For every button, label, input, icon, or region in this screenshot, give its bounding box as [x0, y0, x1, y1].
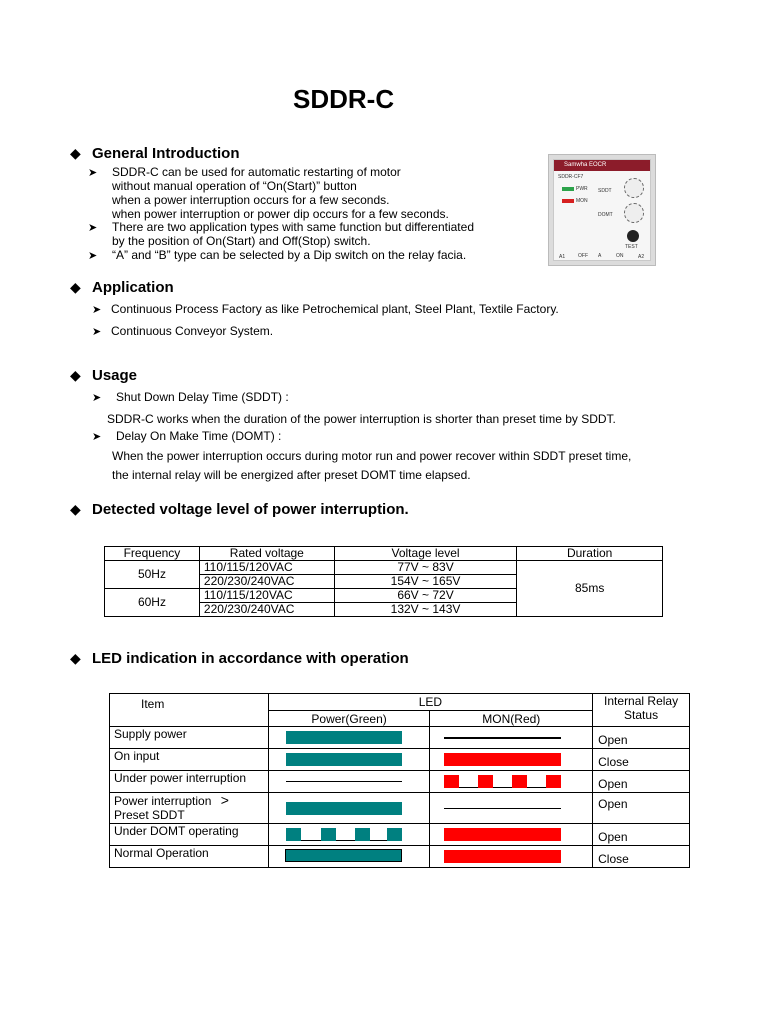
- pwr-led-icon: [562, 187, 574, 191]
- mon-led-icon: [562, 199, 574, 203]
- relay-status: Open: [593, 824, 690, 846]
- table-row: [105, 547, 663, 561]
- intro-line-2: without manual operation of “On(Start)” button: [112, 179, 357, 193]
- table-cell-frequency: 50Hz: [105, 561, 200, 589]
- led-table: [109, 693, 690, 868]
- intro-heading: General Introduction: [92, 145, 240, 162]
- intro-line-6: by the position of On(Start) and Off(Stop) switch.: [112, 234, 371, 248]
- relay-status: Close: [593, 749, 690, 771]
- power-led-on-icon: [285, 849, 402, 862]
- led-row-item: Normal Operation: [110, 846, 269, 868]
- power-led-cell: [268, 727, 430, 749]
- arrow-bullet-icon: ➤: [88, 167, 98, 179]
- power-led-on-icon: [286, 731, 402, 744]
- table-cell-level: 154V ~ 165V: [334, 575, 517, 589]
- diamond-bullet-icon: ◆: [70, 650, 81, 666]
- table-cell-level: 77V ~ 83V: [334, 561, 517, 575]
- mon-led-blink-icon: [546, 775, 561, 788]
- table-header-item: Item: [110, 694, 269, 727]
- voltage-table: [104, 546, 663, 617]
- table-cell-frequency: 60Hz: [105, 589, 200, 617]
- table-row: [110, 694, 690, 711]
- table-row: [110, 771, 690, 793]
- section-heading-led: ◆ LED indication in accordance with operation: [70, 650, 409, 667]
- arrow-bullet-icon: ➤: [92, 431, 102, 443]
- table-row: [105, 561, 663, 575]
- mon-led-off-icon: [444, 737, 561, 739]
- intro-line-5: ➤ There are two application types with same function but differentiated: [88, 220, 474, 234]
- usage-sddt-label: ➤ Shut Down Delay Time (SDDT) :: [92, 390, 289, 404]
- led-row-item: Under DOMT operating: [110, 824, 269, 846]
- domt-dial-icon: [624, 203, 644, 223]
- table-cell-rated: 220/230/240VAC: [199, 575, 334, 589]
- table-row: [110, 727, 690, 749]
- arrow-bullet-icon: ➤: [92, 304, 102, 316]
- table-header-led: LED: [268, 694, 592, 711]
- mon-led-cell: [430, 771, 593, 793]
- table-cell-level: 132V ~ 143V: [334, 603, 517, 617]
- arrow-bullet-icon: ➤: [92, 326, 102, 338]
- usage-domt-text-2: the internal relay will be energized after preset DOMT time elapsed.: [112, 468, 471, 482]
- section-heading-intro: [70, 145, 240, 162]
- mon-led-cell: [430, 824, 593, 846]
- power-led-off-icon: [286, 781, 402, 782]
- intro-line-4: when power interruption or power dip occurs for a few seconds.: [112, 207, 449, 221]
- relay-status: Open: [593, 771, 690, 793]
- mon-led-on-icon: [444, 828, 561, 841]
- mon-led-on-icon: [444, 753, 561, 766]
- power-led-cell: [268, 846, 430, 868]
- table-cell-rated: 110/115/120VAC: [199, 561, 334, 575]
- table-cell-rated: 110/115/120VAC: [199, 589, 334, 603]
- table-row: [110, 793, 690, 824]
- mon-led-cell: [430, 727, 593, 749]
- table-header-cell: Rated voltage: [199, 547, 334, 561]
- power-led-blink-icon: [355, 828, 370, 841]
- table-row: [110, 846, 690, 868]
- power-led-baseline: [286, 840, 402, 841]
- diamond-bullet-icon: ◆: [70, 279, 81, 295]
- diamond-bullet-icon: ◆: [70, 501, 81, 517]
- page-title: SDDR-C: [293, 84, 395, 114]
- power-led-cell: [268, 749, 430, 771]
- application-item-1: ➤ Continuous Process Factory as like Petrochemical plant, Steel Plant, Textile Factory.: [92, 302, 559, 316]
- mon-led-cell: [430, 846, 593, 868]
- intro-line-1: ➤ SDDR-C can be used for automatic restarting of motor: [88, 165, 401, 179]
- power-led-on-icon: [286, 802, 402, 815]
- mon-led-blink-icon: [444, 775, 459, 788]
- table-cell-duration: 85ms: [517, 561, 663, 617]
- mon-led-baseline: [444, 787, 561, 788]
- table-cell-level: 66V ~ 72V: [334, 589, 517, 603]
- product-image: Samwha EOCR SDDR-CF7 PWR MON SDDT DOMT TEST A1 OFF A ON A2: [548, 154, 656, 266]
- test-button-icon: [627, 230, 639, 242]
- arrow-bullet-icon: ➤: [88, 222, 98, 234]
- table-header-cell: Voltage level: [334, 547, 517, 561]
- arrow-bullet-icon: ➤: [88, 250, 98, 262]
- intro-line-3: when a power interruption occurs for a few seconds.: [112, 193, 390, 207]
- mon-led-off-icon: [444, 808, 561, 809]
- section-heading-application: ◆ Application: [70, 279, 174, 296]
- led-row-item: On input: [110, 749, 269, 771]
- mon-led-on-icon: [444, 850, 561, 863]
- table-header-relay: Internal Relay Status: [593, 694, 690, 727]
- power-led-blink-icon: [286, 828, 301, 841]
- power-led-blink-icon: [321, 828, 336, 841]
- mon-led-blink-icon: [478, 775, 493, 788]
- relay-status: Open: [593, 793, 690, 824]
- intro-line-7: ➤ “A” and “B” type can be selected by a Dip switch on the relay facia.: [88, 248, 467, 262]
- mon-led-blink-icon: [512, 775, 527, 788]
- diamond-bullet-icon: ◆: [70, 367, 81, 383]
- table-header-mon: MON(Red): [430, 711, 593, 727]
- application-item-2: ➤ Continuous Conveyor System.: [92, 324, 274, 338]
- power-led-blink-icon: [387, 828, 402, 841]
- power-led-on-icon: [286, 753, 402, 766]
- greater-than-symbol: >: [220, 792, 229, 808]
- section-heading-usage: ◆ Usage: [70, 367, 138, 384]
- mon-led-cell: [430, 793, 593, 824]
- led-row-item: Under power interruption: [110, 771, 269, 793]
- power-led-cell: [268, 824, 430, 846]
- mon-led-cell: [430, 749, 593, 771]
- table-row: [110, 749, 690, 771]
- led-row-item: Supply power: [110, 727, 269, 749]
- sddt-dial-icon: [624, 178, 644, 198]
- usage-sddt-text: SDDR-C works when the duration of the power interruption is shorter than preset time by SDDT.: [107, 412, 616, 426]
- table-cell-rated: 220/230/240VAC: [199, 603, 334, 617]
- arrow-bullet-icon: ➤: [92, 392, 102, 404]
- relay-status: Close: [593, 846, 690, 868]
- relay-status: Open: [593, 727, 690, 749]
- usage-domt-text-1: When the power interruption occurs during motor run and power recover within SDDT preset time,: [112, 449, 632, 463]
- product-brand-band: Samwha EOCR: [554, 160, 650, 171]
- power-led-cell: [268, 793, 430, 824]
- table-row: [110, 824, 690, 846]
- section-heading-voltage: ◆ Detected voltage level of power interruption.: [70, 501, 409, 518]
- diamond-bullet-icon: ◆: [70, 145, 81, 161]
- power-led-cell: [268, 771, 430, 793]
- table-header-cell: Duration: [517, 547, 663, 561]
- led-row-item: Power interruption > Preset SDDT: [110, 793, 269, 824]
- usage-domt-label: ➤ Delay On Make Time (DOMT) :: [92, 429, 282, 443]
- table-header-cell: Frequency: [105, 547, 200, 561]
- table-header-power: Power(Green): [268, 711, 430, 727]
